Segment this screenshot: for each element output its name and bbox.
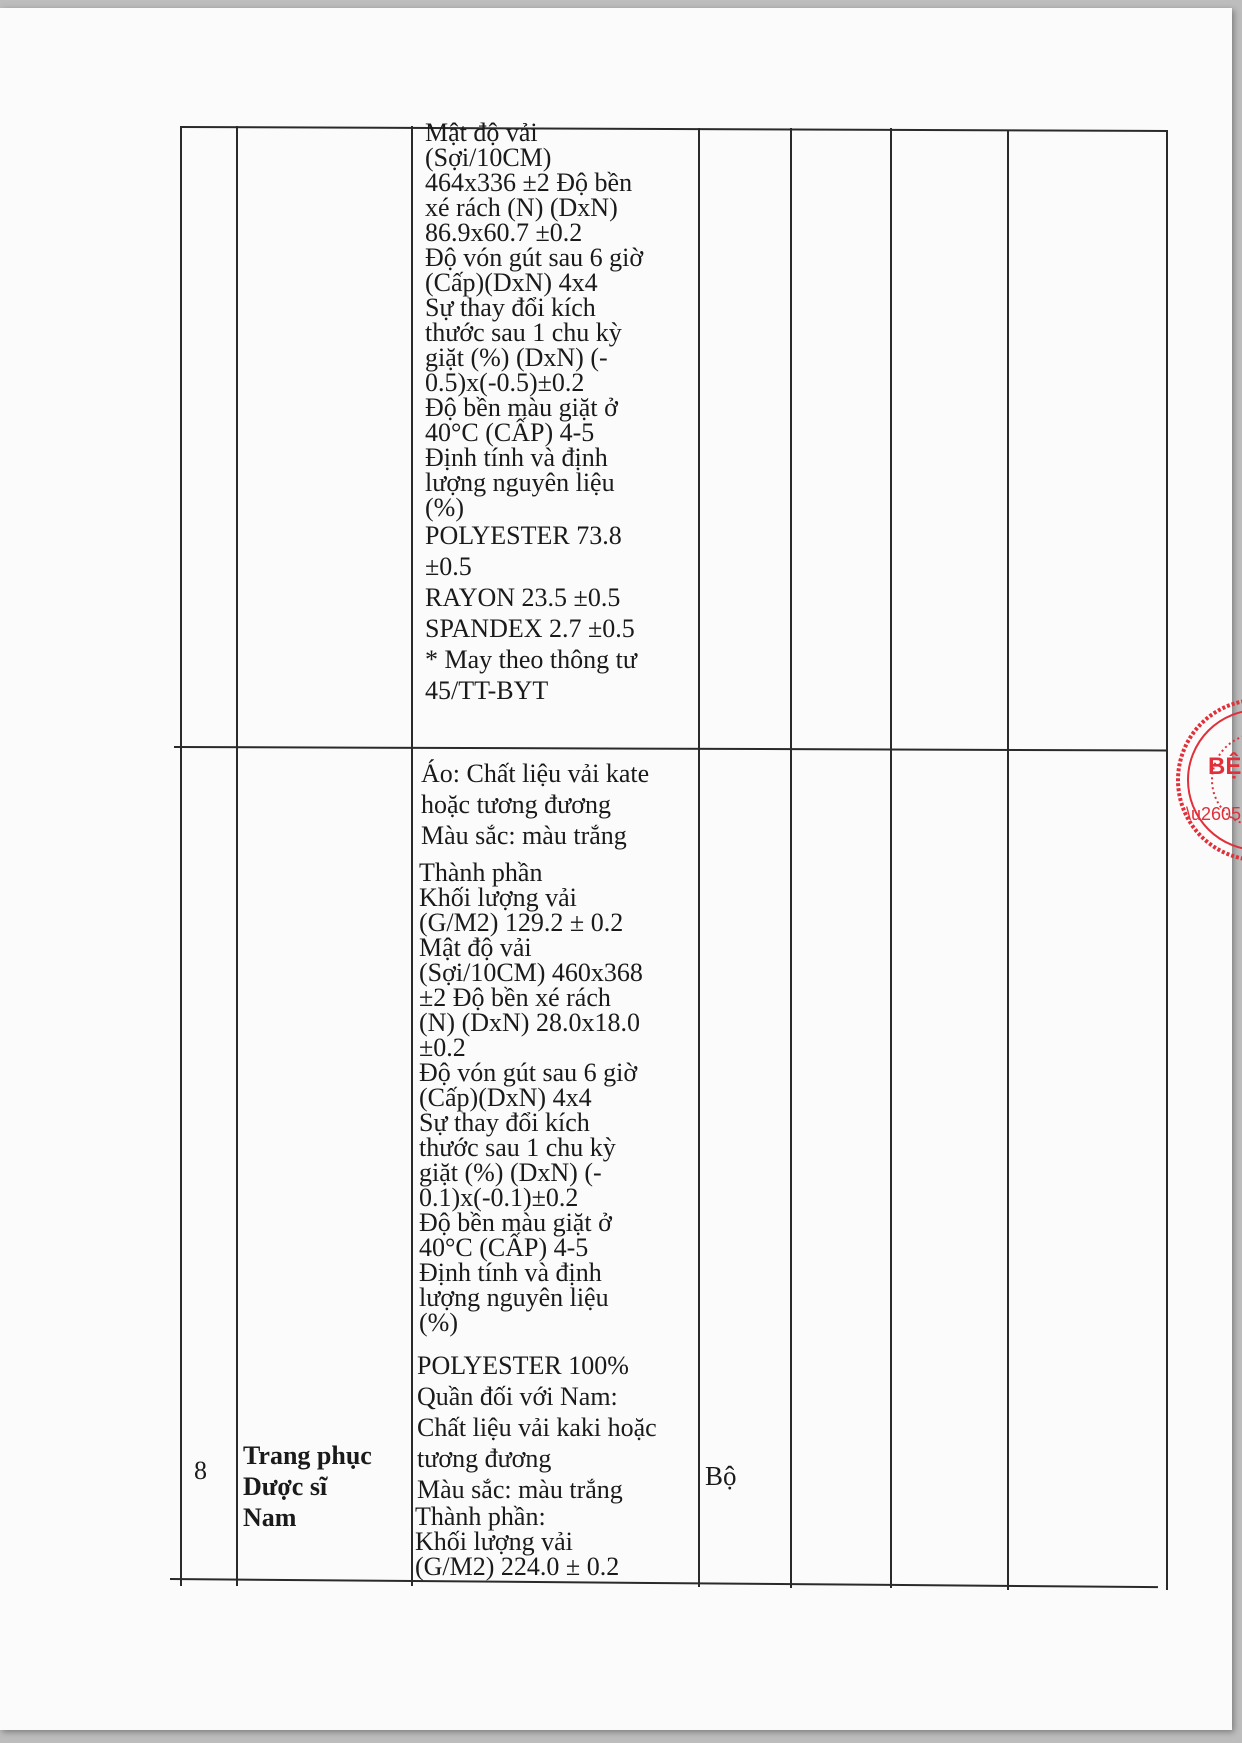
spec-line: Độ vón gút sau 6 giờ: [419, 1058, 638, 1087]
spec-line: Độ bền màu giặt ở: [419, 1208, 612, 1237]
table-border-left: [180, 126, 182, 1586]
svg-text:\u2605: \u2605: [1186, 804, 1242, 824]
spec-line: ±2 Độ bền xé rách: [419, 983, 611, 1012]
spec-line: hoặc tương đương: [421, 790, 611, 819]
spec-line: (G/M2) 224.0 ± 0.2: [415, 1552, 620, 1581]
spec-line: Màu sắc: màu trắng: [417, 1475, 623, 1504]
spec-line: Mật độ vải: [419, 933, 532, 962]
seal-icon: [1172, 688, 1242, 872]
spec-line: Thành phần: [419, 858, 543, 887]
spec-line: giặt (%) (DxN) (-: [425, 343, 608, 372]
column-divider: [1007, 130, 1009, 1590]
item-number: 8: [194, 1456, 207, 1485]
spec-line: Thành phần:: [415, 1502, 546, 1531]
spec-line: Sự thay đổi kích: [419, 1108, 590, 1137]
spec-line: tương đương: [417, 1444, 552, 1473]
spec-line: Khối lượng vải: [415, 1527, 573, 1556]
spec-line: lượng nguyên liệu: [419, 1283, 609, 1312]
spec-line: Áo: Chất liệu vải kate: [421, 759, 650, 788]
column-divider: [790, 128, 792, 1588]
spec-line: ±0.5: [425, 552, 472, 581]
spec-cell-row2-bottom: [415, 1504, 619, 1579]
spec-line: 86.9x60.7 ±0.2: [425, 218, 583, 247]
spec-line: Định tính và định: [425, 443, 608, 472]
spec-cell-row2-trousers: [417, 1350, 657, 1505]
spec-line: ±0.2: [419, 1033, 466, 1062]
spec-line: POLYESTER 73.8: [425, 521, 622, 550]
spec-line: Độ bền màu giặt ở: [425, 393, 618, 422]
spec-line: Mật độ vải: [425, 118, 538, 147]
item-name-line: Nam: [243, 1503, 297, 1532]
red-seal-stamp: [1172, 688, 1242, 872]
spec-line: 40°C (CẤP) 4-5: [419, 1233, 589, 1262]
table-border-right: [1166, 130, 1168, 1590]
spec-line: (Sợi/10CM): [425, 143, 552, 172]
spec-line: thước sau 1 chu kỳ: [419, 1133, 616, 1162]
spec-cell-row1: [425, 120, 643, 706]
spec-line: xé rách (N) (DxN): [425, 193, 618, 222]
spec-line: 464x336 ±2 Độ bền: [425, 168, 633, 197]
spec-line: Màu sắc: màu trắng: [421, 821, 627, 850]
spec-line: lượng nguyên liệu: [425, 468, 615, 497]
spec-line: (%): [425, 493, 464, 522]
seal-text: BỆ: [1208, 753, 1242, 780]
spec-line: Quần đối với Nam:: [417, 1382, 618, 1411]
spec-line: * May theo thông tư: [425, 645, 637, 674]
item-name-line: Dược sĩ: [243, 1472, 328, 1501]
column-divider: [236, 126, 238, 1586]
spec-line: (Cấp)(DxN) 4x4: [425, 268, 598, 297]
column-divider: [890, 128, 892, 1588]
table-border-top: [180, 126, 1168, 132]
spec-line: (Sợi/10CM) 460x368: [419, 958, 643, 987]
spec-line: Sự thay đổi kích: [425, 293, 596, 322]
spec-cell-row2-details: [419, 860, 643, 1335]
spec-line: giặt (%) (DxN) (-: [419, 1158, 602, 1187]
spec-line: 0.5)x(-0.5)±0.2: [425, 368, 585, 397]
spec-line: (%): [419, 1308, 458, 1337]
table-border-bottom: [170, 1578, 1158, 1588]
spec-line: (N) (DxN) 28.0x18.0: [419, 1008, 640, 1037]
spec-line: Chất liệu vải kaki hoặc: [417, 1413, 657, 1442]
spec-cell-row2: [421, 758, 649, 851]
spec-line: (Cấp)(DxN) 4x4: [419, 1083, 592, 1112]
column-divider: [411, 126, 413, 1586]
spec-line: (G/M2) 129.2 ± 0.2: [419, 908, 624, 937]
spec-line: 45/TT-BYT: [425, 676, 549, 705]
item-unit: Bộ: [705, 1461, 737, 1491]
spec-line: Định tính và định: [419, 1258, 602, 1287]
spec-line: Độ vón gút sau 6 giờ: [425, 243, 644, 272]
item-name: [243, 1440, 372, 1533]
spec-line: POLYESTER 100%: [417, 1351, 629, 1380]
spec-line: thước sau 1 chu kỳ: [425, 318, 622, 347]
item-name-line: Trang phục: [243, 1441, 372, 1470]
spec-line: SPANDEX 2.7 ±0.5: [425, 614, 635, 643]
row-divider: [174, 746, 1168, 751]
column-divider: [698, 128, 700, 1587]
spec-line: RAYON 23.5 ±0.5: [425, 583, 621, 612]
spec-line: 40°C (CẤP) 4-5: [425, 418, 595, 447]
spec-line: 0.1)x(-0.1)±0.2: [419, 1183, 579, 1212]
spec-line: Khối lượng vải: [419, 883, 577, 912]
document-page: [0, 8, 1242, 1730]
